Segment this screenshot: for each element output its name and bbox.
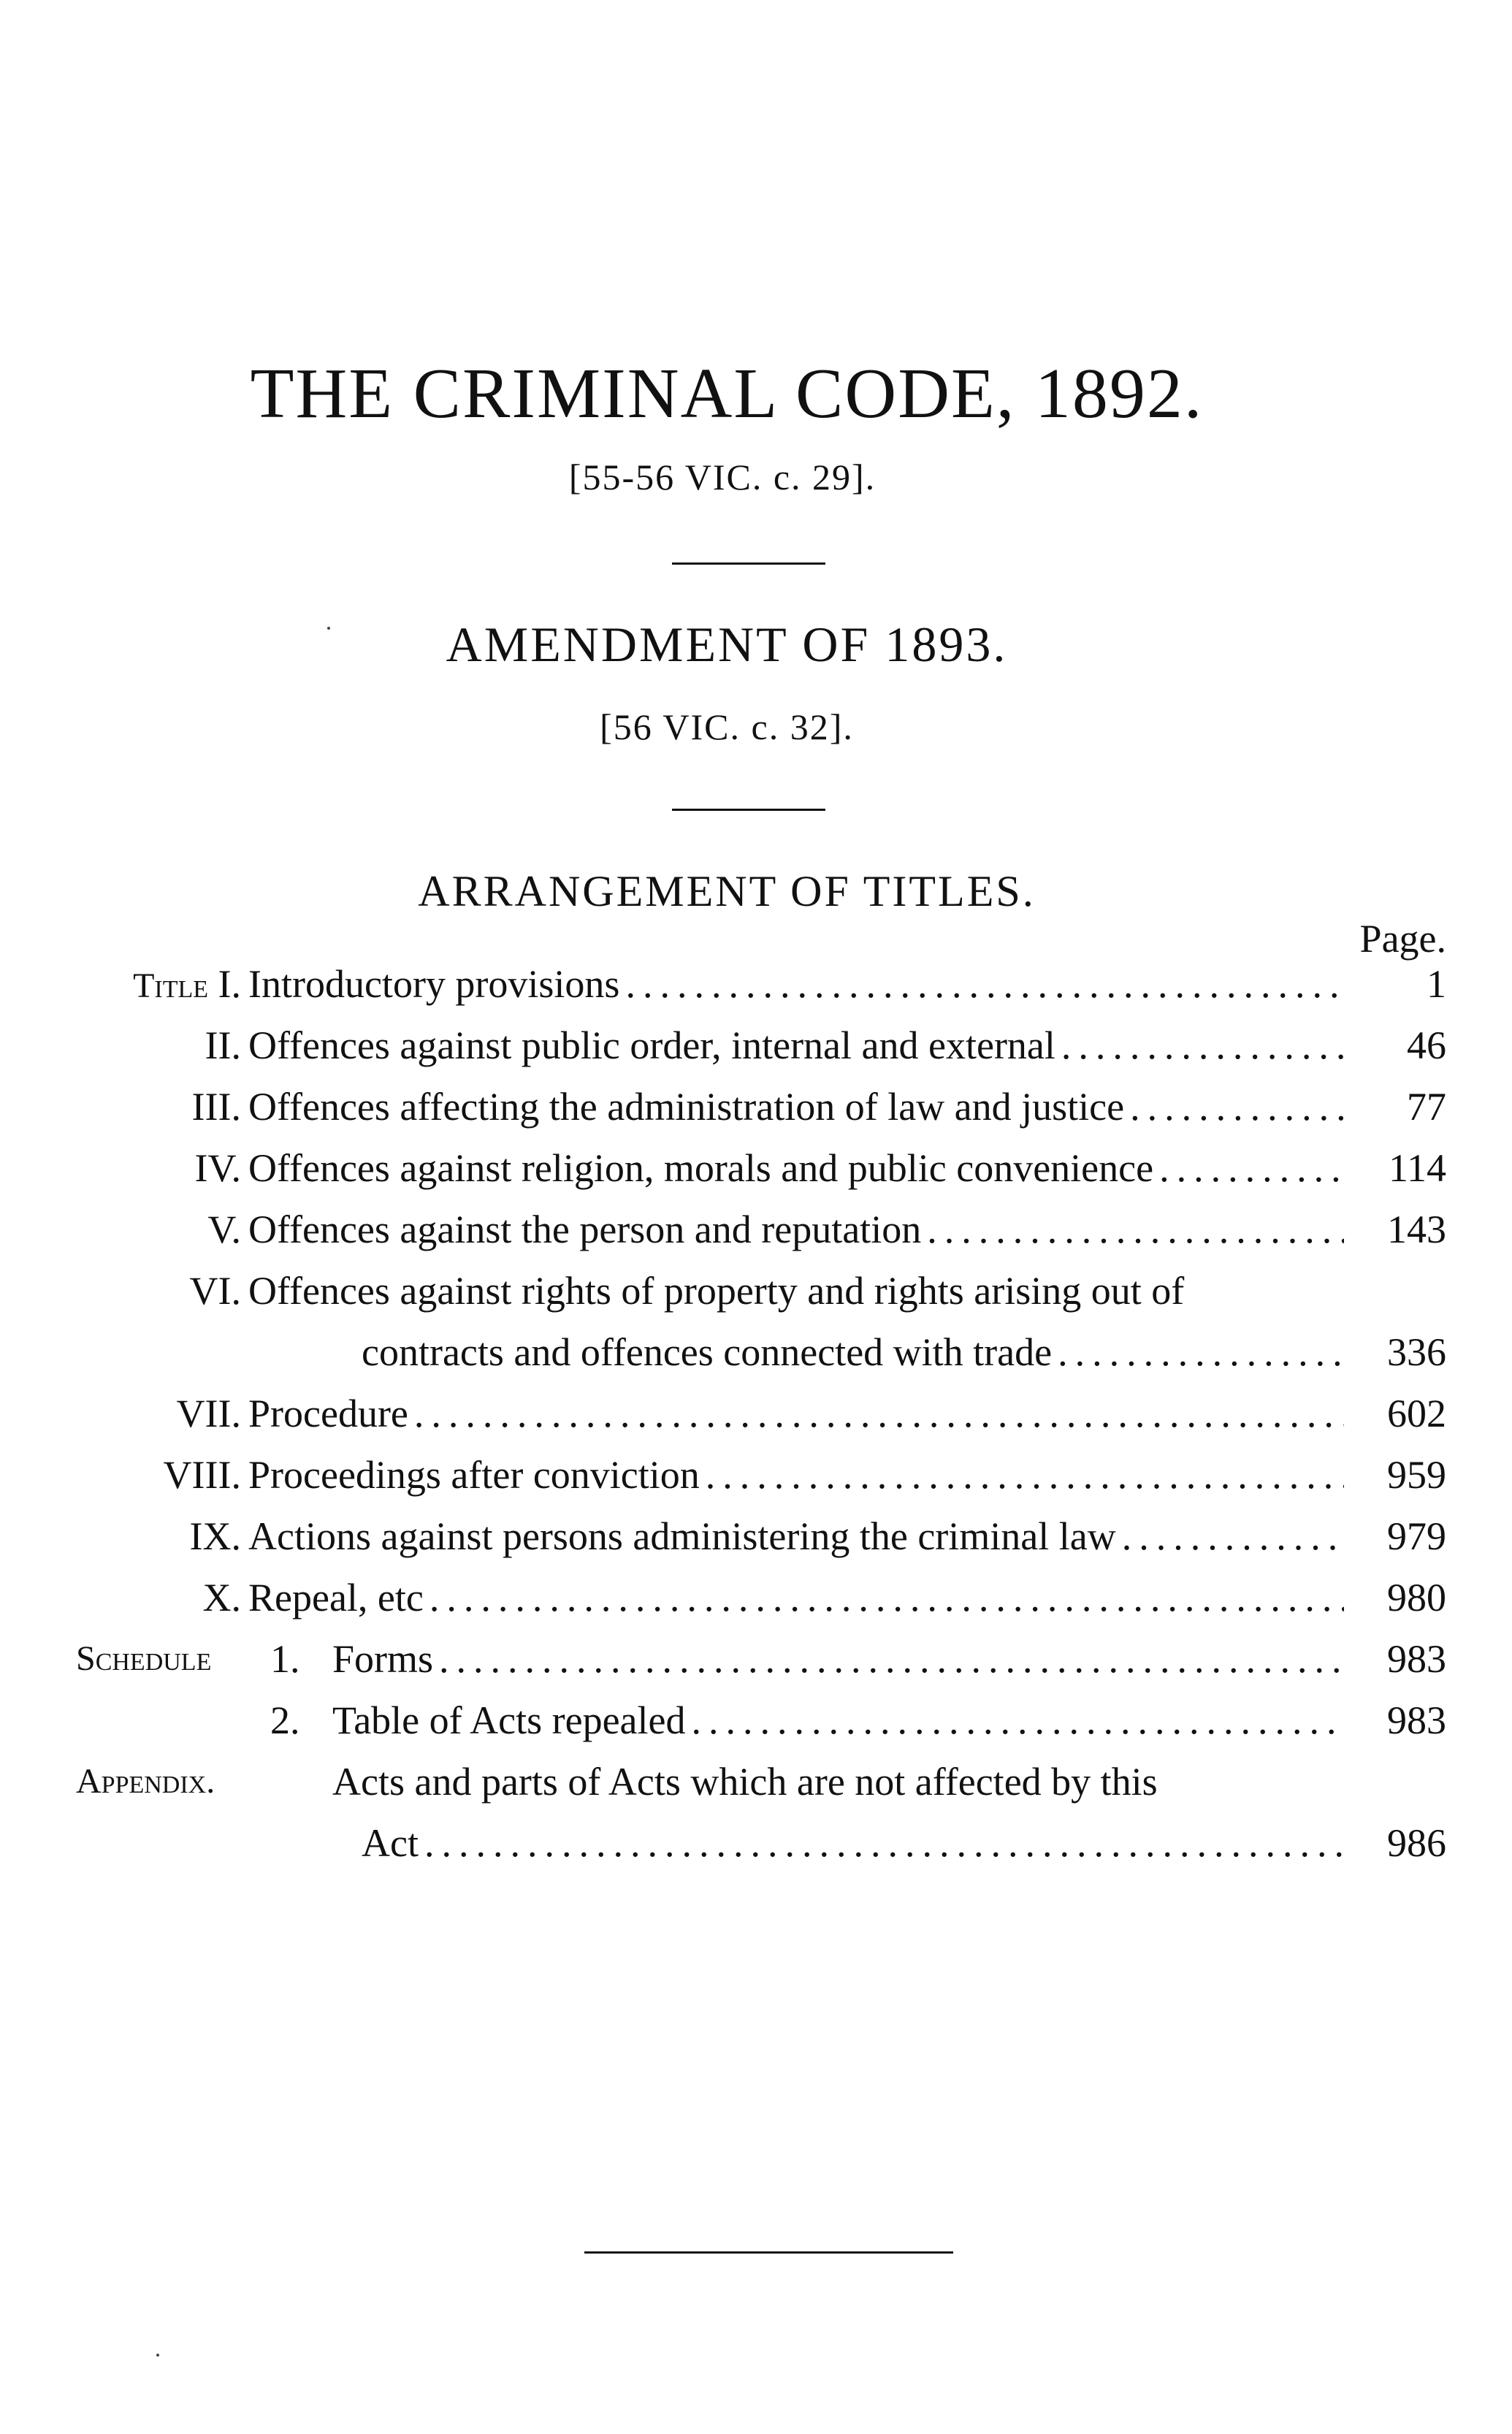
leader-dots: [625, 953, 1344, 1015]
title-label: Title: [133, 966, 209, 1005]
contents-entry: [248, 1199, 1344, 1260]
entry-text: Acts and parts of Acts which are not affected by this: [332, 1760, 1158, 1804]
contents-entry: [248, 1506, 1344, 1567]
print-speck: [156, 2354, 159, 2357]
amendment-heading: AMENDMENT OF 1893.: [446, 617, 1008, 672]
entry-text-continued: contracts and offences connected with trade: [362, 1330, 1053, 1374]
page-number: 114: [1389, 1146, 1446, 1190]
schedule-label: Schedule: [76, 1639, 212, 1678]
contents-entry: [248, 1137, 1344, 1199]
page-number: 77: [1407, 1085, 1446, 1129]
entry-text: Procedure: [248, 1392, 408, 1435]
entry-text-continued: Act: [362, 1821, 419, 1865]
leader-dots: [706, 1444, 1344, 1506]
page-number: 336: [1387, 1330, 1446, 1374]
entry-text: Offences against religion, morals and public convenience: [248, 1146, 1154, 1190]
contents-row: [0, 1506, 1512, 1567]
leader-dots: [692, 1690, 1345, 1751]
contents-row: [0, 1076, 1512, 1137]
leader-dots: [439, 1628, 1344, 1690]
contents-row: [0, 1199, 1512, 1260]
entry-text: Offences against rights of property and rights arising out of: [248, 1269, 1185, 1313]
divider-rule: [672, 562, 825, 565]
page-number: 1: [1427, 962, 1446, 1006]
contents-entry: [248, 953, 1344, 1015]
contents-row: [0, 1137, 1512, 1199]
entry-text: Repeal, etc: [248, 1576, 424, 1620]
page-number: 986: [1387, 1821, 1446, 1865]
entry-text: Table of Acts repealed: [332, 1698, 686, 1742]
schedule-number: 1.: [270, 1637, 300, 1681]
leader-dots: [424, 1812, 1344, 1874]
contents-entry: [248, 1383, 1344, 1444]
divider-rule: [672, 809, 825, 811]
contents-entry: [332, 1690, 1344, 1751]
leader-dots: [414, 1383, 1344, 1444]
page-number: 980: [1387, 1576, 1446, 1620]
title-number: VIII.: [163, 1453, 241, 1497]
title-number: IV.: [194, 1146, 241, 1190]
title-number: II.: [205, 1023, 241, 1067]
title-number: VI.: [189, 1269, 241, 1313]
contents-row-continued: [0, 1321, 1512, 1383]
document-title: THE CRIMINAL CODE, 1892.: [250, 354, 1204, 433]
arrangement-heading: ARRANGEMENT OF TITLES.: [418, 867, 1036, 915]
page-number: 983: [1387, 1637, 1446, 1681]
contents-row: [0, 953, 1512, 1015]
amendment-citation: [56 VIC. c. 32].: [600, 706, 854, 747]
contents-entry: [332, 1628, 1344, 1690]
contents-entry: [248, 1015, 1344, 1076]
print-speck: [327, 627, 330, 630]
title-citation: [55-56 VIC. c. 29].: [568, 457, 877, 497]
leader-dots: [1058, 1321, 1344, 1383]
leader-dots: [927, 1199, 1344, 1260]
entry-text: Offences against the person and reputation: [248, 1208, 922, 1251]
title-number: V.: [207, 1208, 241, 1251]
contents-row: [0, 1628, 1512, 1690]
title-number: Title I.: [133, 962, 241, 1006]
entry-text: Introductory provisions: [248, 962, 620, 1006]
title-number: X.: [202, 1576, 241, 1620]
contents-row-continued: [0, 1812, 1512, 1874]
appendix-label: Appendix.: [76, 1762, 215, 1801]
contents-entry: [248, 1076, 1344, 1137]
contents-row: [0, 1260, 1512, 1321]
contents-entry: [248, 1567, 1344, 1628]
title-number: IX.: [189, 1514, 241, 1558]
contents-row: [0, 1690, 1512, 1751]
page-number: 983: [1387, 1698, 1446, 1742]
entry-text: Forms: [332, 1637, 434, 1681]
footer-rule: [584, 2251, 953, 2254]
contents-row: [0, 1383, 1512, 1444]
contents-row: [0, 1567, 1512, 1628]
contents-entry: [248, 1444, 1344, 1506]
leader-dots: [1159, 1137, 1344, 1199]
page-column-label: Page.: [1359, 917, 1446, 961]
contents-row: [0, 1015, 1512, 1076]
title-number: III.: [191, 1085, 241, 1129]
page-number: 143: [1387, 1208, 1446, 1251]
title-number: VII.: [176, 1392, 241, 1435]
schedule-number: 2.: [270, 1698, 300, 1742]
entry-text: Offences against public order, internal and external: [248, 1023, 1055, 1067]
contents-entry: [362, 1321, 1344, 1383]
contents-row: [0, 1444, 1512, 1506]
entry-text: Actions against persons administering the criminal law: [248, 1514, 1116, 1558]
page-number: 602: [1387, 1392, 1446, 1435]
entry-text: Offences affecting the administration of law and justice: [248, 1085, 1125, 1129]
contents-entry: [362, 1812, 1344, 1874]
page-number: 46: [1407, 1023, 1446, 1067]
contents-row: [0, 1751, 1512, 1812]
leader-dots: [1130, 1076, 1344, 1137]
page-number: 959: [1387, 1453, 1446, 1497]
leader-dots: [1061, 1015, 1344, 1076]
page-number: 979: [1387, 1514, 1446, 1558]
leader-dots: [429, 1567, 1344, 1628]
leader-dots: [1122, 1506, 1344, 1567]
entry-text: Proceedings after conviction: [248, 1453, 700, 1497]
